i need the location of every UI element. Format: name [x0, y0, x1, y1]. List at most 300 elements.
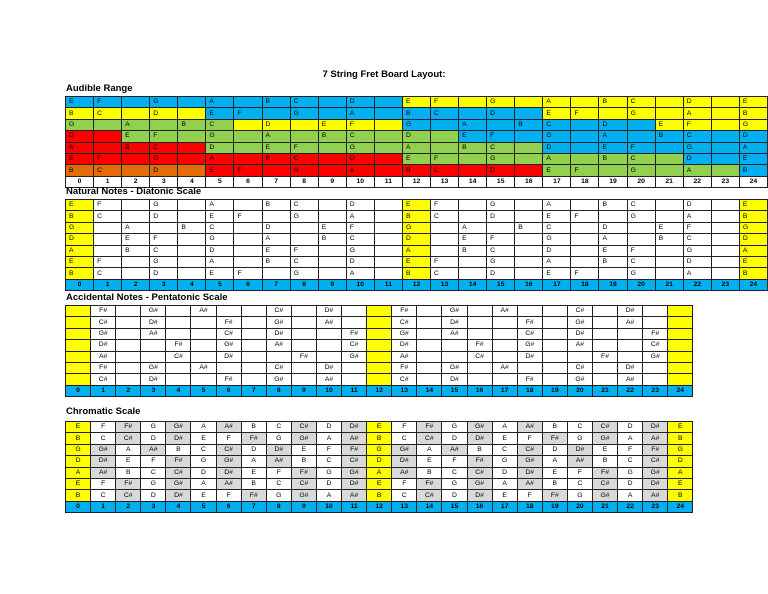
fret-cell: F	[431, 256, 459, 267]
fret-cell: D	[141, 490, 166, 501]
fret-cell	[417, 306, 442, 317]
fret-cell	[262, 108, 290, 119]
fret-cell: A#	[567, 456, 592, 467]
fret-number: 12	[402, 176, 430, 187]
fret-number: 6	[234, 176, 262, 187]
fret-cell	[316, 351, 341, 362]
fret-cell: C#	[166, 351, 191, 362]
fret-cell: D#	[342, 478, 367, 489]
fret-cell: D#	[618, 362, 643, 373]
fret-cell: B	[318, 234, 346, 245]
fret-cell: C#	[266, 362, 291, 373]
fret-cell: B	[241, 422, 266, 433]
fret-cell: G	[206, 234, 234, 245]
fret-number: 2	[122, 279, 150, 290]
fret-cell	[178, 211, 206, 222]
fret-cell: B	[467, 444, 492, 455]
string-row	[66, 456, 693, 467]
fret-cell: F#	[291, 467, 316, 478]
string-row	[66, 433, 693, 444]
fret-cell	[374, 268, 402, 279]
fret-cell	[592, 306, 617, 317]
fret-number: 23	[643, 501, 668, 512]
fret-cell: C#	[467, 467, 492, 478]
fret-cell: F	[392, 478, 417, 489]
fret-cell: A	[668, 467, 693, 478]
document-title: 7 String Fret Board Layout:	[322, 69, 446, 80]
fret-number: 17	[492, 501, 517, 512]
fret-number: 19	[542, 501, 567, 512]
fret-number: 7	[262, 176, 290, 187]
fret-cell	[141, 351, 166, 362]
fret-cell: B	[66, 108, 94, 119]
fret-cell: G	[627, 211, 655, 222]
fret-cell: G	[739, 222, 767, 233]
fret-cell	[571, 97, 599, 108]
fret-number: 14	[459, 279, 487, 290]
fret-cell: D	[442, 490, 467, 501]
fret-cell	[643, 306, 668, 317]
fret-cell	[467, 374, 492, 385]
fret-cell: D	[316, 422, 341, 433]
fret-cell	[711, 165, 739, 176]
fret-cell	[711, 268, 739, 279]
fret-cell: D#	[316, 362, 341, 373]
fret-cell: G#	[266, 374, 291, 385]
fret-cell	[643, 317, 668, 328]
fret-cell	[374, 245, 402, 256]
fret-number: 15	[487, 279, 515, 290]
fret-cell: D	[262, 119, 290, 130]
fret-cell: A	[683, 165, 711, 176]
fret-cell	[467, 317, 492, 328]
fret-cell: E	[402, 256, 430, 267]
fret-number: 21	[592, 385, 617, 396]
fret-number: 0	[66, 501, 91, 512]
fret-cell	[122, 211, 150, 222]
fret-number: 23	[711, 279, 739, 290]
fret-cell: F	[94, 200, 122, 211]
string-row	[66, 444, 693, 455]
fret-cell: F#	[116, 478, 141, 489]
fret-cell	[116, 340, 141, 351]
fret-cell: E	[318, 222, 346, 233]
fret-cell: A#	[216, 422, 241, 433]
fret-cell: G	[543, 234, 571, 245]
fret-number: 8	[290, 176, 318, 187]
fret-cell: E	[492, 433, 517, 444]
fret-cell	[515, 153, 543, 164]
fret-cell: E	[191, 433, 216, 444]
fret-cell: D	[150, 211, 178, 222]
fret-cell: G#	[266, 317, 291, 328]
fret-cell	[571, 234, 599, 245]
fret-cell	[668, 306, 693, 317]
fret-cell	[290, 131, 318, 142]
fret-cell: G	[402, 119, 430, 130]
fret-cell: F#	[643, 444, 668, 455]
fret-cell: G	[367, 444, 392, 455]
fret-cell	[643, 362, 668, 373]
fret-cell	[431, 234, 459, 245]
fret-cell: D#	[467, 490, 492, 501]
string-row	[66, 165, 768, 176]
fret-cell: A#	[141, 444, 166, 455]
fret-cell: F#	[241, 490, 266, 501]
fret-cell: D	[367, 456, 392, 467]
fret-cell: C	[150, 245, 178, 256]
fret-cell: F	[91, 422, 116, 433]
fret-number: 8	[266, 501, 291, 512]
fret-cell	[643, 374, 668, 385]
fret-cell	[234, 153, 262, 164]
fret-cell: F	[571, 268, 599, 279]
fret-cell	[655, 245, 683, 256]
fret-cell: G	[141, 422, 166, 433]
fret-cell	[150, 119, 178, 130]
fret-cell: C#	[592, 422, 617, 433]
fret-number: 22	[618, 385, 643, 396]
fret-number: 4	[166, 501, 191, 512]
fret-cell	[618, 328, 643, 339]
fret-cell	[668, 328, 693, 339]
fret-cell: D	[487, 211, 515, 222]
fret-cell: D	[683, 200, 711, 211]
fret-cell: D	[402, 131, 430, 142]
fret-cell	[66, 340, 91, 351]
fret-cell	[515, 245, 543, 256]
fret-cell: E	[66, 97, 94, 108]
fret-number: 4	[166, 385, 191, 396]
fret-cell: A#	[392, 467, 417, 478]
fret-cell: F#	[542, 433, 567, 444]
fret-cell: D#	[643, 478, 668, 489]
fret-cell: G	[683, 142, 711, 153]
fret-cell	[94, 222, 122, 233]
fret-cell: A	[346, 268, 374, 279]
fret-cell	[459, 108, 487, 119]
fret-number: 2	[122, 176, 150, 187]
fret-cell: F	[290, 142, 318, 153]
fret-cell	[178, 256, 206, 267]
fret-number: 0	[66, 176, 94, 187]
fret-cell: D	[150, 165, 178, 176]
fret-cell	[216, 362, 241, 373]
fret-cell: E	[367, 478, 392, 489]
fret-cell: G	[66, 222, 94, 233]
fret-number: 9	[318, 176, 346, 187]
fret-cell	[711, 234, 739, 245]
fret-cell: A#	[442, 444, 467, 455]
fret-cell	[655, 153, 683, 164]
fret-cell: C#	[567, 362, 592, 373]
fret-cell: F	[266, 467, 291, 478]
fret-cell: A	[543, 153, 571, 164]
fret-cell	[367, 306, 392, 317]
fret-cell	[291, 340, 316, 351]
fret-cell	[94, 234, 122, 245]
fret-cell: C#	[567, 306, 592, 317]
fret-number: 1	[94, 279, 122, 290]
fret-cell: B	[402, 108, 430, 119]
fret-number-row	[66, 501, 693, 512]
fret-number: 19	[599, 279, 627, 290]
fret-cell	[417, 374, 442, 385]
fret-number: 22	[683, 279, 711, 290]
fret-cell	[367, 328, 392, 339]
fret-cell: B	[241, 478, 266, 489]
fret-cell	[316, 328, 341, 339]
fret-cell	[66, 374, 91, 385]
fret-cell: C	[618, 456, 643, 467]
fret-cell: F	[683, 222, 711, 233]
fret-cell	[374, 222, 402, 233]
fret-cell	[655, 108, 683, 119]
fret-cell	[592, 317, 617, 328]
fret-cell: G#	[643, 467, 668, 478]
fret-cell: E	[599, 142, 627, 153]
fret-cell: B	[66, 268, 94, 279]
fret-cell	[599, 268, 627, 279]
fret-cell: F	[234, 165, 262, 176]
fret-cell: E	[542, 467, 567, 478]
fret-cell: G	[266, 490, 291, 501]
fret-cell: E	[492, 490, 517, 501]
fret-number: 20	[567, 501, 592, 512]
fret-cell	[262, 211, 290, 222]
fret-cell: A	[492, 422, 517, 433]
fret-number: 13	[431, 279, 459, 290]
fret-cell: C	[442, 467, 467, 478]
fret-cell: F	[487, 131, 515, 142]
fret-number: 22	[618, 501, 643, 512]
fret-cell: D#	[342, 422, 367, 433]
fret-cell: C	[487, 245, 515, 256]
fret-number: 24	[668, 385, 693, 396]
fret-cell	[417, 317, 442, 328]
fret-cell: C	[392, 490, 417, 501]
fret-cell: C#	[91, 374, 116, 385]
fret-cell	[517, 362, 542, 373]
fret-cell: D	[262, 222, 290, 233]
fret-cell: C	[567, 478, 592, 489]
fret-cell: D#	[91, 456, 116, 467]
fret-cell	[318, 142, 346, 153]
fret-cell: C#	[342, 456, 367, 467]
fret-cell	[234, 222, 262, 233]
fret-cell	[431, 131, 459, 142]
fret-cell	[122, 153, 150, 164]
fret-cell	[542, 340, 567, 351]
fret-cell: D#	[567, 328, 592, 339]
string-row	[66, 478, 693, 489]
fret-cell: D#	[392, 340, 417, 351]
fret-cell	[592, 340, 617, 351]
fret-cell	[459, 256, 487, 267]
fret-number: 0	[66, 385, 91, 396]
fret-cell: G	[487, 256, 515, 267]
fret-cell: B	[655, 234, 683, 245]
fret-cell: F	[517, 490, 542, 501]
fret-cell: D	[683, 256, 711, 267]
fret-cell: D	[599, 119, 627, 130]
fret-cell: A	[367, 467, 392, 478]
fret-cell: D	[316, 478, 341, 489]
fret-cell	[374, 153, 402, 164]
fret-cell	[417, 362, 442, 373]
fret-number: 9	[291, 385, 316, 396]
fret-cell	[571, 142, 599, 153]
fret-cell: C#	[392, 317, 417, 328]
fret-cell: G#	[342, 351, 367, 362]
fret-cell: B	[542, 422, 567, 433]
fret-cell: G	[487, 200, 515, 211]
fret-cell	[515, 108, 543, 119]
fret-cell	[711, 108, 739, 119]
section-title-audible-range: Audible Range	[66, 83, 133, 94]
fret-cell	[459, 211, 487, 222]
string-row	[66, 131, 768, 142]
fret-number: 20	[627, 279, 655, 290]
fret-cell: A	[542, 456, 567, 467]
fret-cell: F	[431, 200, 459, 211]
fret-cell: D	[241, 444, 266, 455]
fret-cell: B	[599, 200, 627, 211]
fret-cell: B	[739, 211, 767, 222]
fret-cell: A#	[91, 351, 116, 362]
fret-cell	[515, 131, 543, 142]
fret-number: 3	[141, 385, 166, 396]
fret-number: 10	[316, 501, 341, 512]
fret-cell: G	[627, 165, 655, 176]
fret-cell: D	[599, 222, 627, 233]
fret-cell: E	[122, 131, 150, 142]
fret-number: 18	[517, 501, 542, 512]
fret-cell	[342, 374, 367, 385]
fret-cell: G	[150, 200, 178, 211]
fret-cell: A	[206, 200, 234, 211]
fret-cell	[234, 131, 262, 142]
fret-cell: D#	[216, 351, 241, 362]
fret-cell	[571, 222, 599, 233]
fret-cell: F#	[417, 478, 442, 489]
fret-number: 17	[543, 279, 571, 290]
fret-cell	[668, 374, 693, 385]
fret-cell: B	[515, 222, 543, 233]
fret-cell	[515, 256, 543, 267]
fret-cell: F	[94, 153, 122, 164]
string-row	[66, 142, 768, 153]
fret-cell	[234, 256, 262, 267]
fret-cell	[374, 165, 402, 176]
fret-cell	[542, 317, 567, 328]
fret-cell: F#	[166, 456, 191, 467]
fret-cell: D	[487, 108, 515, 119]
string-row	[66, 211, 768, 222]
fret-cell: C	[431, 268, 459, 279]
fret-cell	[487, 222, 515, 233]
fret-cell: D	[346, 256, 374, 267]
fret-number: 17	[543, 176, 571, 187]
fret-cell	[515, 234, 543, 245]
fret-cell: G	[141, 478, 166, 489]
fret-cell: G#	[392, 444, 417, 455]
fret-cell	[618, 340, 643, 351]
fret-cell: E	[543, 108, 571, 119]
section-title-natural-notes: Natural Notes - Diatonic Scale	[66, 186, 202, 197]
section-title-accidental-notes: Accidental Notes - Pentatonic Scale	[66, 292, 228, 303]
fret-cell: E	[66, 256, 94, 267]
fret-cell	[668, 351, 693, 362]
fret-cell: F	[234, 108, 262, 119]
fret-cell	[178, 165, 206, 176]
section-title-chromatic-scale: Chromatic Scale	[66, 406, 141, 417]
fret-cell	[318, 165, 346, 176]
fret-cell: B	[542, 478, 567, 489]
fret-cell: G#	[592, 433, 617, 444]
fret-cell: C	[487, 142, 515, 153]
fret-cell: F#	[467, 340, 492, 351]
fret-cell: E	[459, 234, 487, 245]
fret-cell: A#	[316, 374, 341, 385]
fret-number: 13	[431, 176, 459, 187]
fret-cell	[318, 256, 346, 267]
fret-cell	[290, 222, 318, 233]
fret-cell	[467, 306, 492, 317]
fret-cell	[66, 328, 91, 339]
fret-cell: F	[346, 222, 374, 233]
fret-cell: C#	[592, 478, 617, 489]
fret-cell	[241, 317, 266, 328]
fret-cell: C	[94, 165, 122, 176]
fret-cell	[66, 317, 91, 328]
string-row	[66, 490, 693, 501]
fret-cell	[467, 362, 492, 373]
fret-cell	[711, 211, 739, 222]
fret-number: 13	[392, 501, 417, 512]
fret-cell: G	[567, 490, 592, 501]
fret-cell: A	[618, 490, 643, 501]
fret-cell: A	[316, 490, 341, 501]
fret-cell: E	[655, 119, 683, 130]
fret-number: 16	[467, 385, 492, 396]
fret-cell: A	[262, 234, 290, 245]
fret-cell: B	[262, 200, 290, 211]
fret-cell	[66, 351, 91, 362]
fret-cell	[241, 340, 266, 351]
fret-number: 9	[318, 279, 346, 290]
fret-cell: D	[66, 131, 94, 142]
fret-cell: F#	[392, 362, 417, 373]
fret-number: 14	[417, 501, 442, 512]
fret-cell: D#	[392, 456, 417, 467]
fret-cell	[711, 153, 739, 164]
fret-cell: A	[417, 444, 442, 455]
fret-cell	[241, 362, 266, 373]
fret-number: 7	[262, 279, 290, 290]
fret-cell: C#	[216, 444, 241, 455]
fret-cell	[655, 165, 683, 176]
fret-cell: D#	[643, 422, 668, 433]
fret-number-row	[66, 279, 768, 290]
fret-cell: D#	[141, 374, 166, 385]
fret-cell	[374, 97, 402, 108]
fret-number: 14	[417, 385, 442, 396]
fret-cell: G	[266, 433, 291, 444]
fret-cell	[515, 97, 543, 108]
fret-number: 18	[571, 279, 599, 290]
fret-cell: C#	[517, 328, 542, 339]
